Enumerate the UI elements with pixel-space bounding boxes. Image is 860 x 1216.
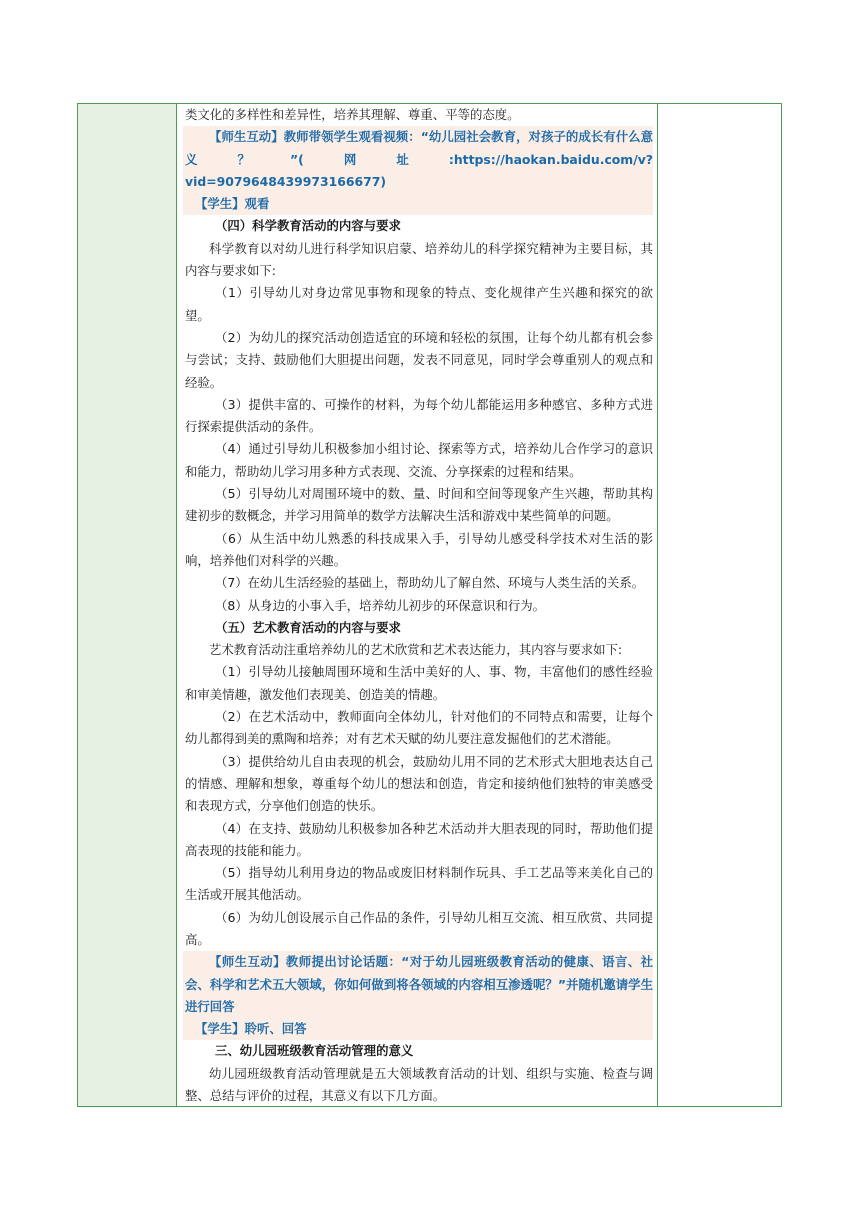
- science-item: （7）在幼儿生活经验的基础上，帮助幼儿了解自然、环境与人类生活的关系。: [215, 575, 645, 591]
- art-item: （6）为幼儿创设展示自己作品的条件，引导幼儿相互交流、相互欣赏、共同提高。: [185, 909, 653, 947]
- teacher-interaction-text: 【师生互动】教师提出讨论话题：“对于幼儿园班级教育活动的健康、语言、社会、科学和艺术五大领域，你如何做到将各领域的内容相互渗透呢？”并随机邀请学生进行回答: [185, 954, 653, 1014]
- art-item: （1）引导幼儿接触周围环境和生活中美好的人、事、物，丰富他们的感性经验和审美情趣，激发他们表现美、创造美的情趣。: [185, 664, 653, 702]
- right-column-cell: [657, 104, 781, 1106]
- left-column-cell: [78, 104, 177, 1106]
- interaction-block-1: [183, 126, 653, 215]
- interaction-block-2: [183, 951, 653, 1040]
- art-heading: （五）艺术教育活动的内容与要求: [215, 619, 401, 635]
- science-item: （6）从生活中幼儿熟悉的科技成果入手，引导幼儿感受科学技术对生活的影响，培养他们对科学的兴趣。: [185, 530, 653, 568]
- science-item: （1）引导幼儿对身边常见事物和现象的特点、变化规律产生兴趣和探究的欲望。: [185, 285, 653, 323]
- science-intro: 科学教育以对幼儿进行科学知识启蒙、培养幼儿的科学探究精神为主要目标，其内容与要求如下:: [185, 240, 653, 279]
- lesson-table: [77, 103, 782, 1107]
- section-three-intro: 幼儿园班级教育活动管理就是五大领域教育活动的计划、组织与实施、检查与调整、总结与评价的过程，其意义有以下几方面。: [185, 1065, 653, 1104]
- science-item: （4）通过引导幼儿积极参加小组讨论、探索等方式，培养幼儿合作学习的意识和能力，帮助幼儿学习用多种方式表现、交流、分享探索的过程和结果。: [185, 441, 653, 479]
- student-action-text: 【学生】观看: [195, 196, 270, 212]
- science-item: （8）从身边的小事入手，培养幼儿初步的环保意识和行为。: [215, 597, 546, 613]
- intro-tail-text: 类文化的多样性和差异性，培养其理解、尊重、平等的态度。: [185, 107, 520, 122]
- art-item: （4）在支持、鼓励幼儿积极参加各种艺术活动并大胆表现的同时，帮助他们提高表现的技能和能力。: [185, 820, 653, 858]
- science-item: （2）为幼儿的探究活动创造适宜的环境和轻松的氛围，让每个幼儿都有机会参与尝试；支持、鼓励他们大胆提出问题，发表不同意见，同时学会尊重别人的观点和经验。: [185, 329, 653, 390]
- science-item: （3）提供丰富的、可操作的材料，为每个幼儿都能运用多种感官、多种方式进行探索提供活动的条件。: [185, 396, 653, 435]
- art-item: （3）提供给幼儿自由表现的机会，鼓励幼儿用不同的艺术形式大胆地表达自己的情感、理解和想象，尊重每个幼儿的想法和创造，肯定和接纳他们独特的审美感受和表现方式，分享他们创造的快乐。: [185, 753, 653, 814]
- art-item: （5）指导幼儿利用身边的物品或废旧材料制作玩具、手工艺品等来美化自己的生活或开展其他活动。: [185, 865, 653, 903]
- teacher-interaction-text: 【师生互动】教师带领学生观看视频：“幼儿园社会教育，对孩子的成长有什么意义？”(网址:https://haokan.baidu.com/v?vid=9079648439973166677): [185, 129, 653, 189]
- student-action-text: 【学生】聆听、回答: [195, 1021, 307, 1037]
- content-cell: [177, 104, 659, 1106]
- art-intro: 艺术教育活动注重培养幼儿的艺术欣赏和艺术表达能力，其内容与要求如下:: [209, 642, 623, 658]
- science-item: （5）引导幼儿对周围环境中的数、量、时间和空间等现象产生兴趣，帮助其构建初步的数概念，并学习用简单的数学方法解决生活和游戏中某些简单的问题。: [185, 486, 653, 524]
- art-item: （2）在艺术活动中，教师面向全体幼儿，针对他们的不同特点和需要，让每个幼儿都得到美的熏陶和培养；对有艺术天赋的幼儿要注意发掘他们的艺术潜能。: [185, 709, 653, 747]
- section-three-heading: 三、幼儿园班级教育活动管理的意义: [215, 1043, 414, 1059]
- science-heading: （四）科学教育活动的内容与要求: [215, 218, 401, 234]
